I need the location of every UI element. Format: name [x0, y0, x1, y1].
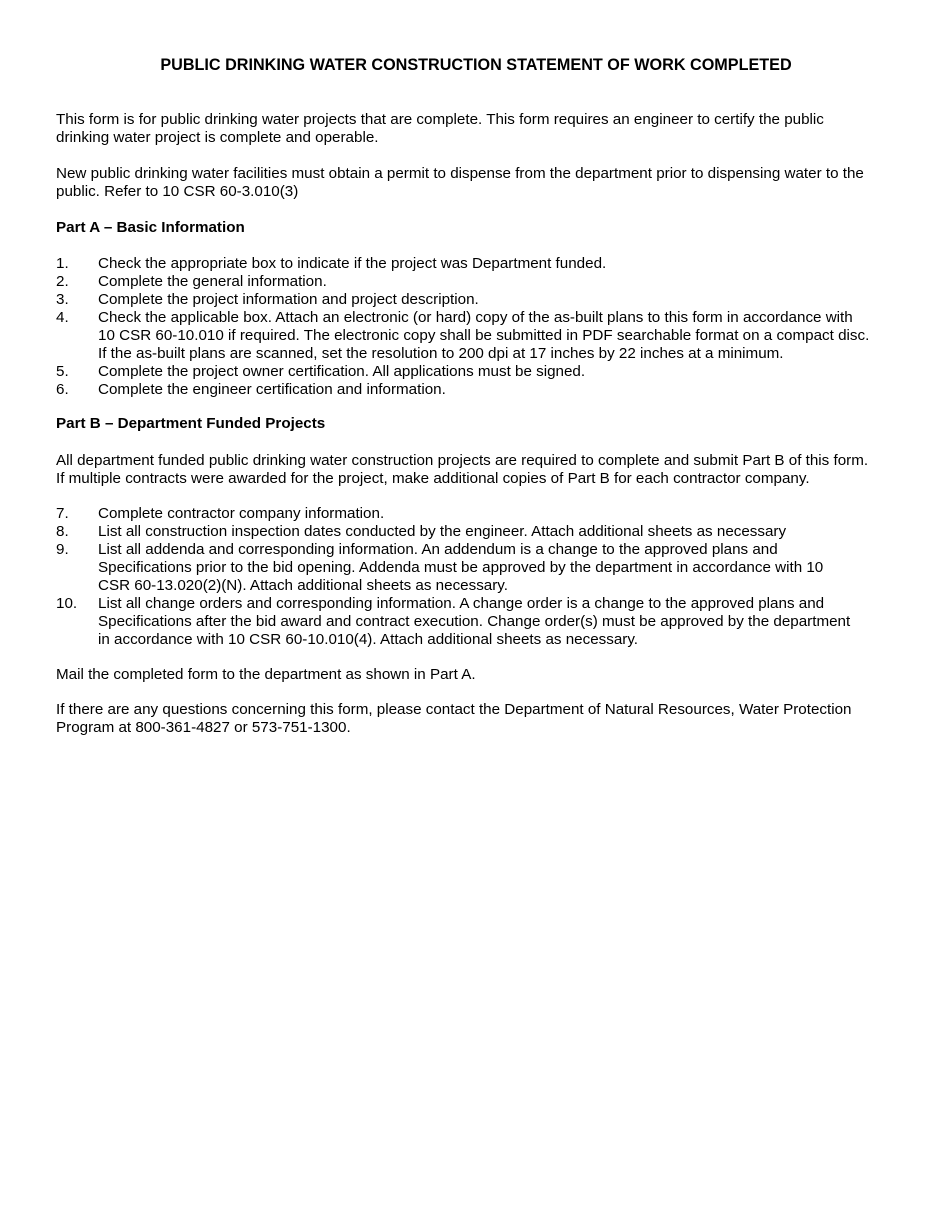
item-line: If the as-built plans are scanned, set the resolution to 200 dpi at 17 inches by 22 inches at a minimum.: [98, 345, 784, 362]
item-line: CSR 60-13.020(2)(N). Attach additional sheets as necessary.: [98, 577, 508, 594]
item-number: 4.: [56, 309, 69, 326]
item-line: Complete the general information.: [98, 273, 327, 290]
part-a-heading: Part A – Basic Information: [56, 219, 245, 236]
intro-2-line-1: New public drinking water facilities must obtain a permit to dispense from the department prior to dispensing water to the: [56, 165, 864, 182]
item-number: 6.: [56, 381, 69, 398]
item-text: [98, 309, 898, 363]
contact-note-line-1: If there are any questions concerning this form, please contact the Department of Natural Resources, Water Protection: [56, 701, 852, 718]
item-number: 5.: [56, 363, 69, 380]
item-text: [98, 523, 898, 541]
part-b-intro-line-2: If multiple contracts were awarded for the project, make additional copies of Part B for each contractor company.: [56, 470, 810, 487]
item-line: Specifications after the bid award and contract execution. Change order(s) must be approved by the department: [98, 613, 851, 630]
part-b-heading: Part B – Department Funded Projects: [56, 415, 326, 432]
item-line: Check the appropriate box to indicate if the project was Department funded.: [98, 255, 607, 272]
item-line: Check the applicable box. Attach an electronic (or hard) copy of the as-built plans to this form in accordance with: [98, 309, 853, 326]
item-line: Complete the engineer certification and information.: [98, 381, 446, 398]
intro-paragraph-2: [56, 165, 896, 201]
document-title: PUBLIC DRINKING WATER CONSTRUCTION STATEMENT OF WORK COMPLETED: [160, 56, 792, 74]
contact-note: [56, 701, 896, 737]
item-number: 9.: [56, 541, 69, 558]
item-line: Complete the project owner certification. All applications must be signed.: [98, 363, 586, 380]
item-number: 1.: [56, 255, 69, 272]
item-text: [98, 273, 898, 291]
mail-note-line: Mail the completed form to the department as shown in Part A.: [56, 666, 476, 683]
item-text: [98, 255, 898, 273]
item-number: 3.: [56, 291, 69, 308]
item-line: Complete contractor company information.: [98, 505, 385, 522]
mail-note: [56, 666, 896, 684]
item-line: in accordance with 10 CSR 60-10.010(4). Attach additional sheets as necessary.: [98, 631, 639, 648]
part-b-intro: [56, 452, 896, 488]
item-text: [98, 595, 898, 649]
contact-note-line-2: Program at 800-361-4827 or 573-751-1300.: [56, 719, 351, 736]
intro-paragraph-1: [56, 111, 896, 147]
item-number: 7.: [56, 505, 69, 522]
item-text: [98, 541, 898, 595]
item-line: List all change orders and corresponding information. A change order is a change to the approved plans and: [98, 595, 825, 612]
intro-1-line-1: This form is for public drinking water projects that are complete. This form requires an engineer to certify the public: [56, 111, 824, 128]
item-text: [98, 291, 898, 309]
item-text: [98, 381, 898, 399]
item-text: [98, 363, 898, 381]
part-b-intro-line-1: All department funded public drinking water construction projects are required to complete and submit Part B of this form.: [56, 452, 869, 469]
item-line: Specifications prior to the bid opening. Addenda must be approved by the department in accordance with 10: [98, 559, 824, 576]
item-number: 8.: [56, 523, 69, 540]
item-line: List all construction inspection dates conducted by the engineer. Attach additional sheets as necessary: [98, 523, 787, 540]
intro-2-line-2: public. Refer to 10 CSR 60-3.010(3): [56, 183, 299, 200]
item-number: 2.: [56, 273, 69, 290]
item-line: Complete the project information and project description.: [98, 291, 479, 308]
item-line: List all addenda and corresponding information. An addendum is a change to the approved plans and: [98, 541, 778, 558]
item-text: [98, 505, 898, 523]
item-number: 10.: [56, 595, 78, 612]
intro-1-line-2: drinking water project is complete and operable.: [56, 129, 379, 146]
item-line: 10 CSR 60-10.010 if required. The electronic copy shall be submitted in PDF searchable format on a compact disc.: [98, 327, 870, 344]
